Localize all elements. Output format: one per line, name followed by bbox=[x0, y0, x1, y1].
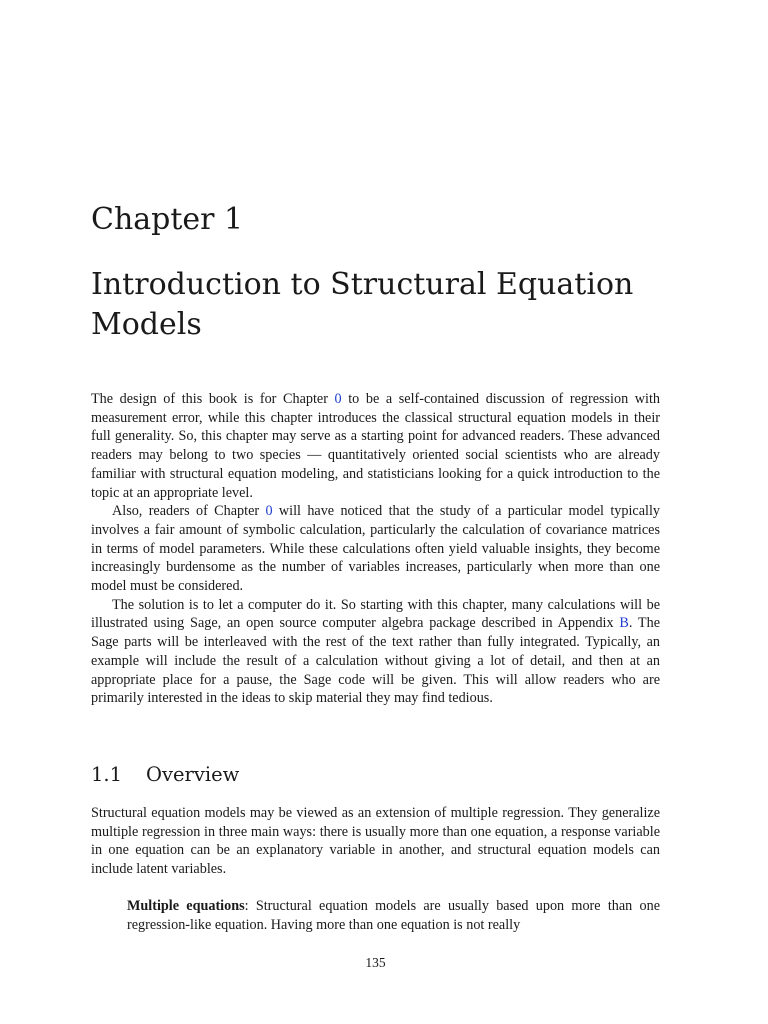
appendix-reference-link[interactable]: B bbox=[619, 615, 629, 632]
section-heading bbox=[91, 762, 239, 788]
chapter-reference-link[interactable]: 0 bbox=[334, 391, 342, 407]
page-number: 135 bbox=[365, 955, 386, 970]
page bbox=[91, 0, 660, 1024]
overview-paragraph: Structural equation models may be viewed as an extension of multiple regression. They generalize multiple regression in three main ways: there is usually more than one equation, a response variable in one equation can be an explanatory variable in another, and structural equation models can include latent variables. bbox=[91, 805, 660, 878]
chapter-label: Chapter 1 bbox=[91, 202, 244, 237]
intro-paragraph-3: The solution is to let a computer do it. So starting with this chapter, many calculations will be illustrated using Sage, an open source computer algebra package described in Appendix B. The Sage parts will be interleaved with the rest of the text rather than fully integrated. Typically, an example will include the result of a calculation without giving a lot of detail, and then at an appropriate place for a pause, the Sage code will be given. This will allow readers who are primarily interested in the ideas to skip material they may find tedious. bbox=[91, 596, 660, 707]
chapter-title: Introduction to Structural Equation Models bbox=[91, 267, 634, 342]
section-number: 1.1 bbox=[91, 763, 123, 786]
chapter-reference-link[interactable]: 0 bbox=[265, 503, 273, 520]
intro-paragraph-1: The design of this book is for Chapter 0 to be a self-contained discussion of regression with measurement error, while this chapter introduces the classical structural equation models in their full generality. So, this chapter may serve as a starting point for advanced readers. These advanced readers may belong to two species — quantitatively oriented social scientists who are already familiar with structural equation modeling, and statisticians looking for a quick introduction to the topic at an appropriate level. bbox=[91, 391, 660, 501]
item-term: Multiple equations bbox=[127, 898, 245, 914]
item-text: : Structural equation models are usually based upon more than one regression-like equation. Having more than one equation is not really bbox=[127, 898, 660, 933]
overview-text bbox=[91, 804, 660, 879]
intro-paragraph-2: Also, readers of Chapter 0 will have noticed that the study of a particular model typically involves a fair amount of symbolic calculation, particularly the calculation of covariance matrices in terms of model parameters. While these calculations often yield valuable insights, they become increasingly burdensome as the number of variables increases, particularly when more than one model must be considered. bbox=[91, 503, 660, 595]
intro-text bbox=[91, 390, 660, 708]
section-title: Overview bbox=[146, 763, 240, 786]
multiple-equations-item bbox=[127, 897, 660, 934]
